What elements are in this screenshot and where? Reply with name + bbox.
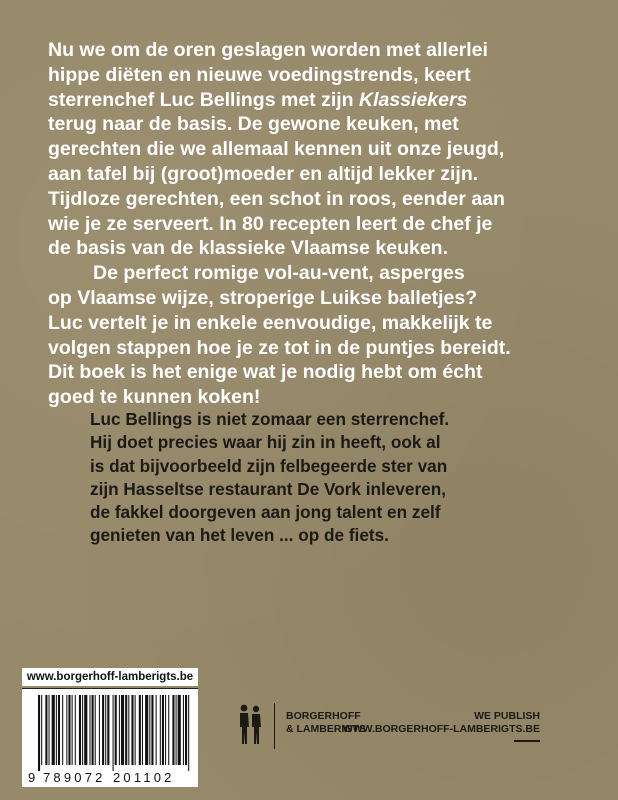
barcode-bar (156, 695, 157, 765)
blurb-line: volgen stappen hoe je ze tot in de puntjes bereidt. (48, 336, 511, 359)
barcode-bar (162, 695, 164, 765)
publisher-name-line: BORGERHOFF (286, 710, 361, 722)
bio-line: de fakkel doorgeven aan jong talent en zelf (90, 502, 441, 523)
barcode-bar (188, 695, 189, 771)
barcode-bar (79, 695, 81, 765)
barcode-bar (142, 695, 143, 765)
barcode-bars (22, 689, 198, 787)
barcode-bar (66, 695, 67, 765)
blurb-line: goed te kunnen koken! (48, 386, 261, 409)
barcode-bar (92, 695, 94, 765)
barcode-bar (149, 695, 150, 765)
barcode-bar (121, 695, 124, 765)
publisher-divider (274, 703, 275, 749)
blurb-line: wie je ze serveert. In 80 recepten leert de chef je (48, 212, 493, 235)
blurb-text-run: sterrenchef Luc Bellings met zijn (48, 88, 359, 111)
tagline-url: WWW.BORGERHOFF-LAMBERIGTS.BE (342, 723, 540, 735)
barcode-bar (131, 695, 133, 765)
two-figures-logo-icon (236, 703, 264, 747)
barcode-bar (178, 695, 181, 765)
barcode-bar (115, 695, 117, 765)
barcode-bar (160, 695, 161, 765)
barcode-bar (84, 695, 87, 765)
blurb-line: terug naar de basis. De gewone keuken, met (48, 113, 459, 136)
bio-line: is dat bijvoorbeeld zijn felbegeerde ster van (90, 455, 448, 476)
barcode-bar (172, 695, 174, 765)
barcode-bar (72, 695, 73, 765)
bio-line: Luc Bellings is niet zomaar een sterrenchef. (90, 409, 450, 429)
barcode-bar (41, 695, 42, 765)
blurb-line: aan tafel bij (groot)moeder en altijd lekker zijn. (48, 162, 479, 185)
bio-line: genieten van het leven ... op de fiets. (90, 525, 389, 546)
isbn-lead-digit: 9 (28, 770, 36, 785)
barcode-bar (82, 695, 83, 765)
barcode-bar (176, 695, 177, 765)
tagline-line: WE PUBLISH (474, 710, 540, 722)
barcode-bar (145, 695, 148, 765)
barcode-bar (45, 695, 47, 765)
blurb-line: hippe diëten en nieuwe voedingstrends, keert (48, 63, 471, 86)
author-bio (90, 408, 590, 548)
blurb-line: Tijdloze gerechten, een schot in roos, eender aan (48, 187, 505, 210)
barcode-bar (139, 695, 141, 765)
blurb-text (48, 38, 588, 410)
barcode-bar (75, 695, 76, 765)
barcode-bar (68, 695, 70, 765)
barcode-bar (62, 695, 63, 765)
barcode-bar (151, 695, 153, 765)
bio-line: Hij doet precies waar hij zin in heeft, ook al (90, 432, 441, 453)
barcode-bar (168, 695, 169, 765)
barcode-bar (58, 695, 60, 765)
bio-line: zijn Hasseltse restaurant De Vork inleveren, (90, 478, 446, 499)
blurb-line: Nu we om de oren geslagen worden met allerlei (48, 39, 488, 61)
barcode-bar (135, 695, 136, 765)
barcode-bar (113, 695, 114, 771)
barcode-bar (107, 695, 109, 765)
barcode (22, 688, 198, 787)
barcode-bar (52, 695, 55, 765)
barcode-bar (183, 695, 184, 765)
barcode-bar (125, 695, 127, 765)
blurb-line (48, 88, 588, 113)
barcode-bar (38, 695, 40, 771)
website-url: www.borgerhoff-lamberigts.be (22, 668, 198, 686)
barcode-bar (119, 695, 120, 765)
isbn-group-2: 201102 (113, 770, 175, 785)
isbn-group-1: 789072 (43, 770, 106, 785)
blurb-line: gerechten die we allemaal kennen uit onze jeugd, (48, 138, 505, 161)
barcode-bar (185, 695, 187, 765)
publisher-name-line: & LAMBERIGTS (286, 723, 366, 735)
barcode-bar (165, 695, 166, 765)
blurb-line: de basis van de klassieke Vlaamse keuken. (48, 237, 448, 260)
barcode-bar (56, 695, 57, 765)
tagline-rule (514, 740, 540, 742)
barcode-bar (95, 695, 96, 765)
book-title: Klassiekers (359, 88, 468, 111)
publisher-tagline (343, 710, 540, 736)
barcode-bar (105, 695, 106, 765)
barcode-bar (128, 695, 129, 765)
barcode-bar (99, 695, 100, 765)
barcode-bar (49, 695, 50, 765)
barcode-bar (102, 695, 104, 765)
barcode-bar (89, 695, 90, 765)
blurb-line: Luc vertelt je in enkele eenvoudige, makkelijk te (48, 311, 493, 334)
blurb-line: De perfect romige vol-au-vent, asperges (93, 262, 465, 285)
blurb-line: op Vlaamse wijze, stroperige Luikse balletjes? (48, 286, 478, 309)
blurb-line: Dit boek is het enige wat je nodig hebt om écht (48, 361, 483, 384)
